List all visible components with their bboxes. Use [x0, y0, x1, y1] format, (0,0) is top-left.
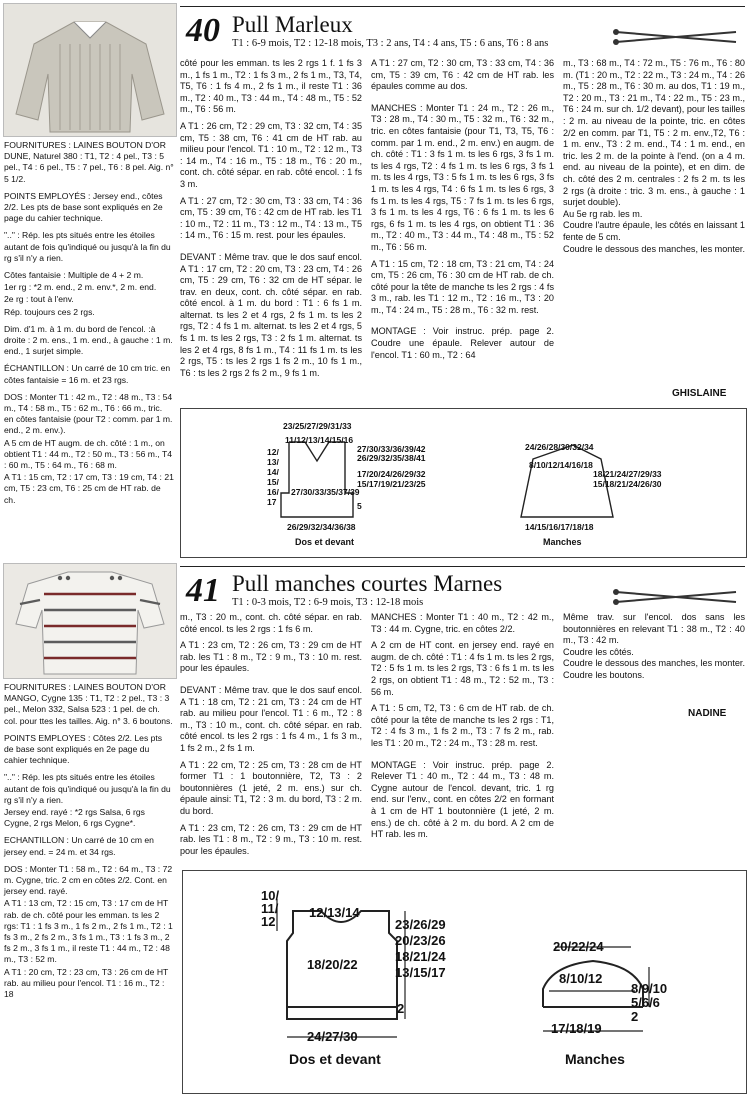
paragraph: Au 5e rg rab. les m.: [563, 208, 643, 219]
sleeve-top-label: 24/26/28/30/32/34: [525, 442, 594, 452]
repeat-note: ".." : Rép. les pts situés entre les étoiles autant de fois qu'indiqué ou jusqu'à la fin du rg s'il n'y a rien.: [4, 230, 171, 263]
paragraph: A 2 cm de HT cont. en jersey end. rayé en augm. de ch. côté : T1 : 4 fs 1 m. ts les 2 rgs, T2 : 5 fs 1 m. ts les 2 rgs, T3 : 6 fs 1 m. ts les 2 rgs, on obtient T1 : 48 m., T2 : 52 m., T3 : 56 m.: [371, 640, 554, 697]
cotes-fantaisie: Côtes fantaisie : Multiple de 4 + 2 m.: [4, 270, 144, 281]
sleeve-caption: Manches: [543, 537, 582, 547]
decrease-note: Dim. d'1 m. à 1 m. du bord de l'encol. :à droite : 2 m. ens., 1 m. end., à gauche : 1 m. end., 1 surjet simple.: [4, 323, 173, 357]
paragraph: m., T3 : 68 m., T4 : 72 m., T5 : 76 m., T6 : 80 m. (T1 : 20 m., T2 : 22 m., T3 : 24 m., T4 : 26 m., T5 : 28 m., T6 : 30 m. au dos, T1 : 19 m., T2 : 20 m., T3 : 21 m., T4 : 22 m., T5 : 23 m., T6 : 24 m. sur ch. 1/2 devant), pour les tailles : 2 m. au niveau de la pointe, tric. en côtes 2/2 en comm. par T1, T5 : 2 m. env.,T2, T6 : 1 m. env., T3 : 2 m. end., T4 : 1 m. end., en tric. les 2 m. de la pointe à l'end. (on a 4 m. end. au niveau de la pointe), et en dim. de ch. côté des 2 m. centrales : 2 fs 2 m. ts les 2 rgs (à droite : tric. 3 m. ens., à gauche : 1 surjet double).: [563, 58, 745, 208]
paragraph: Coudre les côtés.: [563, 646, 634, 657]
body-width-label: 27/30/33/35/37/39: [291, 487, 360, 497]
row-1: 1er rg : *2 m. end., 2 m. env.*, 2 m. end.: [4, 282, 157, 293]
sleeve-top-label: 20/22/24: [553, 939, 604, 954]
paragraph: MONTAGE : Voir instruc. prép. page 2. Coudre une épaule. Relever autour de l'encol. T1 : 60 m., T2 : 64: [371, 326, 554, 360]
diagram-41: [182, 870, 747, 1094]
column-1-40: [180, 58, 362, 384]
top-width-label: 23/25/27/29/31/33: [283, 421, 352, 431]
knitting-needles-icon: [612, 572, 742, 608]
right-label-2: 20/23/26: [395, 933, 446, 948]
column-1-41: [180, 612, 362, 862]
right-label-3: 18/21/24: [395, 949, 446, 964]
pattern-number-40: 40: [186, 12, 220, 49]
fournitures: FOURNITURES : LAINES BOUTON D'OR MANGO, Cygne 135 : T1, T2 : 2 pel., T3 : 3 pel., Melon 332, Salsa 523 : 1 pel. de ch. col. pour ttes les tailles. Aig. n° 3. 6 boutons.: [4, 682, 173, 726]
paragraph: A T1 : 23 cm, T2 : 26 cm, T3 : 29 cm de HT rab. les T1 : 8 m., T2 : 9 m., T3 : 10 m. rest. pour les épaules.: [180, 640, 362, 674]
sleeve-cap-label: 8/10/12/14/16/18: [529, 460, 593, 470]
column-2-41: [371, 612, 554, 846]
paragraph: MONTAGE : Voir instruc. prép. page 2. Relever T1 : 40 m., T2 : 44 m., T3 : 48 m. Cygne autour de l'encol. devant, tric. 1 rg end. sur l'env., cont. en côtes 2/2 en formant à 1 cm de HT 1 boutonnière (1 jeté, 2 m. ens.) de ch. côté à 2 m. du bord. A 2 cm de HT rab. les m.: [371, 759, 554, 840]
paragraph: m., T3 : 20 m., cont. ch. côté sépar. en rab. côté encol. ts les 2 rgs : 1 fs 6 m.: [180, 612, 362, 634]
paragraph: MANCHES : Monter T1 : 24 m., T2 : 26 m., T3 : 28 m., T4 : 30 m., T5 : 32 m., T6 : 32 m., tric. en côtes fantaisie (pour T1, T3, T5, T6 : comm. par 1 m. end., 2 m. env.) en augm. de ch. côté : T1 : 3 fs 1 m. ts les 6 rgs, 3 fs 1 m. ts les 4 rgs, T2 : 4 fs 1 m. ts les 6 rgs, 3 fs 1 m. ts les 4 rgs, T3 : 5 fs 1 m. ts les 6 rgs, 3 fs 1 m. ts les 4 rgs, T4 : 6 fs 1 m. ts les 6 rgs, 3 fs 1 m. ts les 4 rgs, T5 : 7 fs 1 m. ts les 6 rgs, 3 fs 1 m. ts les 4 rgs, T6 : 6 fs 1 m. ts les 6 rgs, 6 fs 1 m. ts les 4 rgs, on obtient T1 : 36 m., T2 : 40 m., T3 : 44 m., T4 : 48 m., T5 : 52 m., T6 : 56 m.: [371, 102, 554, 252]
neck-width-label: 11/12/13/14/15/16: [285, 435, 354, 445]
row-2: 2e rg : tout à l'env.: [4, 294, 74, 305]
diagram-caption: Dos et devant: [289, 1051, 381, 1067]
points-employes: POINTS EMPLOYÉS : Jersey end., côtes 2/2. Les pts de base sont expliqués en 2e page du cahier technique.: [4, 190, 163, 224]
echantillon: ÉCHANTILLON : Un carré de 10 cm tric. en côtes fantaisie = 16 m. et 23 rgs.: [4, 363, 171, 385]
bottom-width-label: 26/29/32/34/36/38: [287, 522, 356, 532]
dos-text-3: A T1 : 15 cm, T2 : 17 cm, T3 : 19 cm, T4 : 21 cm, T5 : 23 cm, T6 : 25 cm de HT rab. de ch.: [4, 472, 174, 505]
diagram-40: [180, 408, 747, 558]
jersey-raye: Jersey end. rayé : *2 rgs Salsa, 6 rgs Cygne, 2 rgs Melon, 6 rgs Cygne*.: [4, 807, 145, 829]
fournitures: FOURNITURES : LAINES BOUTON D'OR DUNE, Naturel 380 : T1, T2 : 4 pel., T3 : 5 pel., T4 : 6 pel., T5 : 7 pel., T6 : 8 pel. Aig. n° 5 1/2.: [4, 140, 174, 184]
right-label-5: 2: [397, 1001, 405, 1016]
pattern-number-41: 41: [186, 572, 220, 609]
paragraph: DEVANT : Même trav. que le dos sauf encol. A T1 : 18 cm, T2 : 21 cm, T3 : 24 cm de HT rab. au milieu pour l'encol. T1 : 6 m., T2 : 8 m., T3 : 10 m., cont. ch. côté sépar. en rab. côté encol. ts les 2 rgs : 1 fs 4 m., 1 fs 3 m., 1 fs 2 m., 2 fs 1 m.: [180, 684, 362, 753]
paragraph: MANCHES : Monter T1 : 40 m., T2 : 42 m., T3 : 44 m. Cygne, tric. en côtes 2/2.: [371, 612, 554, 634]
right-label-3: 17/20/24/26/29/32: [357, 469, 426, 479]
right-bottom-label: 5: [357, 501, 362, 511]
paragraph: A T1 : 26 cm, T2 : 29 cm, T3 : 32 cm, T4 : 35 cm, T5 : 38 cm, T6 : 41 cm de HT rab. au milieu pour l'encol. T1 : 10 m., T2 : 12 m., T3 : 14 m., T4 : 16 m., T5 : 18 m., T6 : 20 m., cont. ch. côté sépar. en rab. côté encol. : 1 fs 3 m.: [180, 120, 362, 189]
sleeve-cap-label: 8/10/12: [559, 971, 603, 986]
sleeve-right-label-2: 15/18/21/24/26/30: [593, 479, 662, 489]
pattern-sizes-41: T1 : 0-3 mois, T2 : 6-9 mois, T3 : 12-18 mois: [232, 597, 424, 608]
points-employes: POINTS EMPLOYES : Côtes 2/2. Les pts de base sont expliqués en 2e page du cahier technique.: [4, 732, 163, 766]
sleeve-bottom-label: 14/15/16/17/18/18: [525, 522, 594, 532]
diagram-caption: Dos et devant: [295, 537, 355, 547]
dos-text-3: A T1 : 20 cm, T2 : 23 cm, T3 : 26 cm de HT rab. au milieu pour l'encol. T1 : 16 m., T2 : 18: [4, 966, 169, 1000]
repeat-rows: Rép. toujours ces 2 rgs.: [4, 306, 95, 317]
body-width-label: 18/20/22: [307, 957, 358, 972]
paragraph: A T1 : 27 cm, T2 : 30 cm, T3 : 33 cm, T4 : 36 cm, T5 : 39 cm, T6 : 42 cm de HT rab. les T1 : 10 m., T2 : 11 m., T3 : 12 m., T4 : 13 m., T5 : 14 m., T6 : 15 m. rest. pour les épaules.: [180, 195, 362, 241]
paragraph: Coudre l'autre épaule, les côtés en laissant 1 fente de 5 cm.: [563, 220, 745, 242]
right-label-4: 13/15/17: [395, 965, 446, 980]
paragraph: Coudre le dessous des manches, les monter.: [563, 243, 745, 254]
right-label-1: 23/26/29: [395, 917, 446, 932]
echantillon: ECHANTILLON : Un carré de 10 cm en jersey end. = 24 m. et 34 rgs.: [4, 835, 154, 857]
repeat-note: ".." : Rép. les pts situés entre les étoiles autant de fois qu'indiqué ou jusqu'à la fin du rg s'il n'y a rien.: [4, 772, 171, 805]
column-3-40: [563, 58, 745, 260]
paragraph: Même trav. sur l'encol. dos sans les boutonnières en relevant T1 : 38 m., T2 : 40 m., T3 : 42 m.: [563, 612, 745, 646]
column-3-41: [563, 612, 745, 687]
sleeve-right-label-2: 5/6/6: [631, 995, 660, 1010]
right-label-1: 27/30/33/36/39/42: [357, 444, 426, 454]
sleeve-right-label-1: 8/9/10: [631, 981, 668, 996]
paragraph: A T1 : 23 cm, T2 : 26 cm, T3 : 29 cm de HT rab. les T1 : 8 m., T2 : 9 m., T3 : 10 m. rest. pour les épaules.: [180, 822, 362, 856]
paragraph: A T1 : 5 cm, T2, T3 : 6 cm de HT rab. de ch. côté pour la tête de manche ts les 2 rgs : T1, T2 : 4 fs 3 m., 1 fs 2 m., T3 : 7 fs 2 m., rab. les T1 : 20 m., T2 : 24 m., T3 : 28 m. rest.: [371, 703, 554, 748]
sleeve-right-label-3: 2: [631, 1009, 639, 1024]
sidebar-41: [4, 682, 174, 1006]
column-2-40: [371, 58, 554, 366]
paragraph: DEVANT : Même trav. que le dos sauf encol. A T1 : 17 cm, T2 : 20 cm, T3 : 23 cm, T4 : 26 cm, T5 : 29 cm, T6 : 32 cm de HT sépar. le trav. en deux, cont. ch. côté sépar. en rab. côté encol. à 1 m. du bord : T1 : 6 fs 1 m. alternat. ts les 2 et 4 rgs, 2 fs 1 m. ts les 2 rgs, T2 : 4 fs 1 m. alternat. ts les 2 et 4 rgs, 5 fs 1 m. ts les 2 rgs, T3 : 2 fs 1 m. alternat. ts les 2 et 4 rgs, 8 fs 1 m., T4 : 11 fs 1 m. ts les 2 rgs, T5 : ts les 2 rgs 1 fs 2 m., 10 fs 1 m., T6 : ts les 2 rgs 2 fs 2 m., 9 fs 1 m.: [180, 251, 362, 378]
bottom-width-label: 24/27/30: [307, 1029, 358, 1044]
dos-text-2: A T1 : 13 cm, T2 : 15 cm, T3 : 17 cm de HT rab. de ch. côté pour les emman. ts les 2 rgs: T1 : 1 fs 3 m., 1 fs 2 m., 2 fs 1 m., T2 : 1 fs 3 m., 2 fs 2 m., 3 fs 1 m., T3 : 1 fs 3 m., 2 fs 2 m., 3 fs 1 m., il reste T1 : 44 m., T2 : 48 m., T3 : 52 m.: [4, 898, 173, 965]
pattern-title-40: Pull Marleux: [232, 12, 353, 37]
pattern-title-41: Pull manches courtes Marnes: [232, 571, 503, 596]
dos-text: DOS : Monter T1 : 58 m., T2 : 64 m., T3 : 72 m. Cygne, tric. 2 cm en côtes 2/2. Cont. en jersey end. rayé.: [4, 863, 173, 897]
paragraph: A T1 : 27 cm, T2 : 30 cm, T3 : 33 cm, T4 : 36 cm, T5 : 39 cm, T6 : 42 cm de HT rab. les épaules comme au dos.: [371, 58, 554, 92]
signature-40: GHISLAINE: [672, 388, 727, 399]
sleeve-bottom-label: 17/18/19: [551, 1021, 602, 1036]
sweater-photo-40: [3, 3, 177, 137]
left-height-label: 12/ 13/ 14/ 15/ 16/ 17: [267, 447, 279, 507]
right-label-4: 15/17/19/21/23/25: [357, 479, 426, 489]
sidebar-40: [4, 140, 174, 512]
dos-text-2: A 5 cm de HT augm. de ch. côté : 1 m., on obtient T1 : 44 m., T2 : 50 m., T3 : 56 m., T4 : 60 m., T5 : 64 m., T6 : 68 m.: [4, 437, 172, 471]
sleeve-right-label-1: 18/21/24/27/29/33: [593, 469, 662, 479]
left-height-label: 10/ 11/ 12: [261, 888, 280, 929]
paragraph: Coudre le dessous des manches, les monter.: [563, 658, 745, 669]
paragraph: A T1 : 15 cm, T2 : 18 cm, T3 : 21 cm, T4 : 24 cm, T5 : 26 cm, T6 : 30 cm de HT rab. de ch. côté pour la tête de manche ts les 2 rgs : 4 fs 3 m., rab. les T1 : 12 m., T2 : 16 m., T3 : 20 m., T4 : 24 m., T5 : 28 m., T6 : 32 m. rest.: [371, 258, 554, 315]
knitting-needles-icon: [612, 12, 742, 48]
sweater-photo-41: [3, 563, 177, 679]
sleeve-caption: Manches: [565, 1051, 625, 1067]
paragraph: Coudre les boutons.: [563, 669, 645, 680]
paragraph: côté pour les emman. ts les 2 rgs 1 f. 1 fs 3 m., 1 fs 1 m., T2 : 1 fs 3 m., 2 fs 1 m., T3, T4, T5, T6 : 1 fs 4 m., 2 fs 1 m., il reste T1 : 36 m., T2 : 40 m., T3 : 44 m., T4 : 48 m., T5 : 52 m., T6 : 56 m.: [180, 58, 362, 115]
pattern-sizes-40: T1 : 6-9 mois, T2 : 12-18 mois, T3 : 2 ans, T4 : 4 ans, T5 : 6 ans, T6 : 8 ans: [232, 38, 549, 49]
right-label-2: 26/29/32/35/38/41: [357, 453, 426, 463]
paragraph: A T1 : 22 cm, T2 : 25 cm, T3 : 28 cm de HT former T1 : 1 boutonnière, T2, T3 : 2 boutonnières (1 jeté, 2 m. ens.) sur ch. épaule ainsi: T1, T2 : 3 m. du bord, T3 : 2 m. du bord.: [180, 759, 362, 816]
signature-41: NADINE: [688, 708, 727, 719]
neck-width-label: 12/13/14: [309, 905, 360, 920]
dos-text: DOS : Monter T1 : 42 m., T2 : 48 m., T3 : 54 m., T4 : 58 m., T5 : 62 m., T6 : 66 m., tric. en côtes fantaisie (pour T2 : comm. par 1 m. end., 2 m. env.).: [4, 391, 173, 436]
